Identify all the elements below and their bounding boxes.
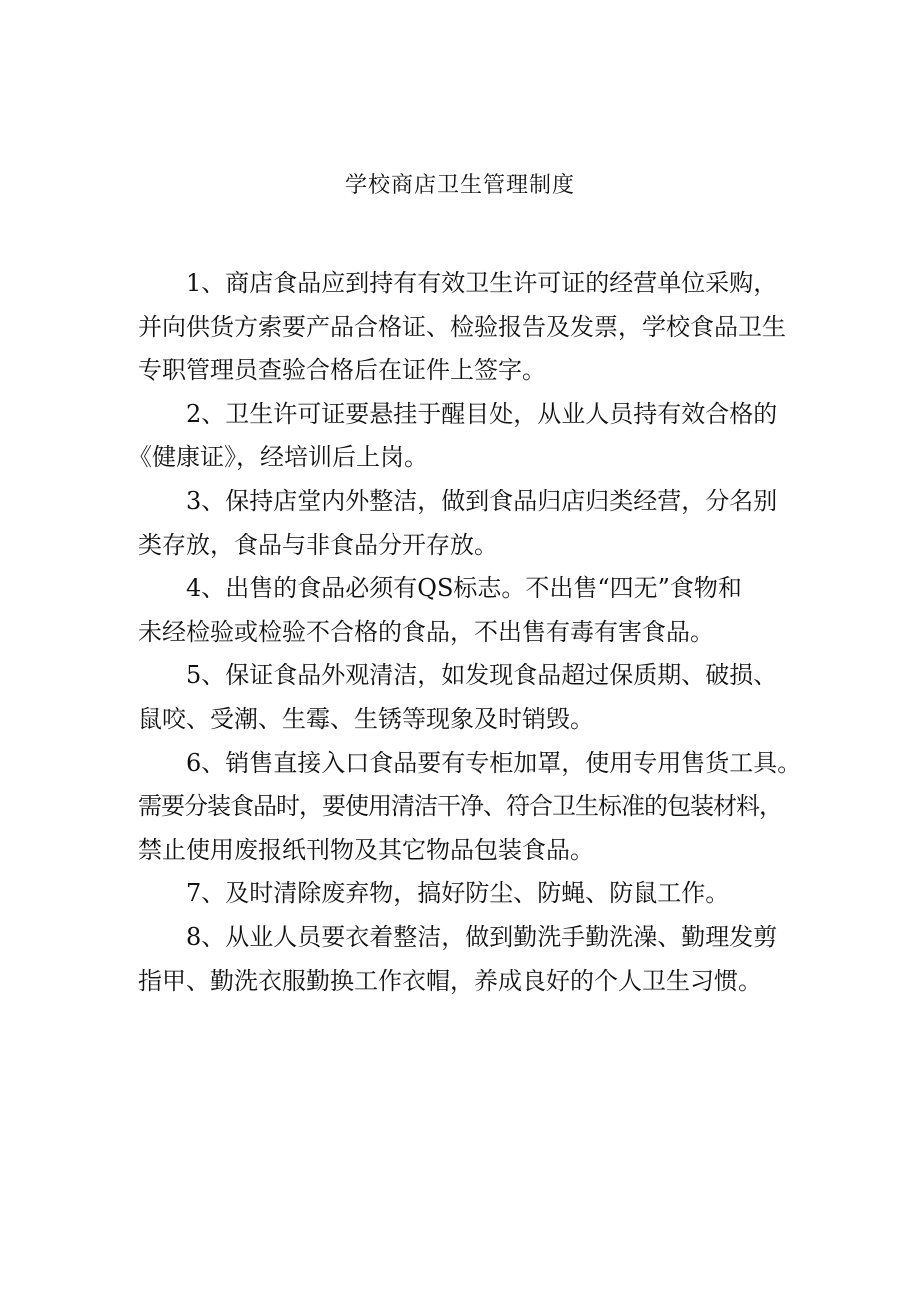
rule-4-line-1: 4、出售的食品必须有QS标志。不出售“四无”食物和 xyxy=(186,574,742,603)
rule-5-line-2: 鼠咬、受潮、生霉、生锈等现象及时销毁。 xyxy=(138,704,594,733)
rule-6-line-2: 需要分装食品时，要使用清洁干净、符合卫生标准的包装材料， xyxy=(138,792,782,821)
document-body xyxy=(128,262,806,1003)
rule-8-line-1: 8、从业人员要衣着整洁，做到勤洗手勤洗澡、勤理发剪 xyxy=(186,922,778,951)
rule-6-line-1: 6、销售直接入口食品要有专柜加罩，使用专用售货工具。 xyxy=(186,748,802,777)
rule-3-line-1: 3、保持店堂内外整洁，做到食品归店归类经营，分名别 xyxy=(186,486,778,515)
rule-2-line-2: 《健康证》，经培训后上岗。 xyxy=(128,443,428,472)
rule-1-line-2: 并向供货方索要产品合格证、检验报告及发票，学校食品卫生 xyxy=(138,312,786,341)
rule-5-line-1: 5、保证食品外观清洁，如发现食品超过保质期、破损、 xyxy=(186,661,778,690)
rule-1-line-1: 1、商店食品应到持有有效卫生许可证的经营单位采购， xyxy=(186,269,778,297)
rule-8-line-2: 指甲、勤洗衣服勤换工作衣帽，养成良好的个人卫生习惯。 xyxy=(138,966,762,995)
rule-6-line-3: 禁止使用废报纸刊物及其它物品包装食品。 xyxy=(138,835,594,864)
rule-4-line-2: 未经检验或检验不合格的食品，不出售有毒有害食品。 xyxy=(138,617,714,646)
rule-3-line-2: 类存放，食品与非食品分开存放。 xyxy=(138,530,498,559)
rule-7-line-1: 7、及时清除废弃物，搞好防尘、防蝇、防鼠工作。 xyxy=(186,879,730,908)
rule-1-line-3: 专职管理员查验合格后在证件上签字。 xyxy=(138,356,546,385)
rule-2-line-1: 2、卫生许可证要悬挂于醒目处，从业人员持有效合格的 xyxy=(186,399,778,428)
document-title: 学校商店卫生管理制度 xyxy=(344,173,575,198)
